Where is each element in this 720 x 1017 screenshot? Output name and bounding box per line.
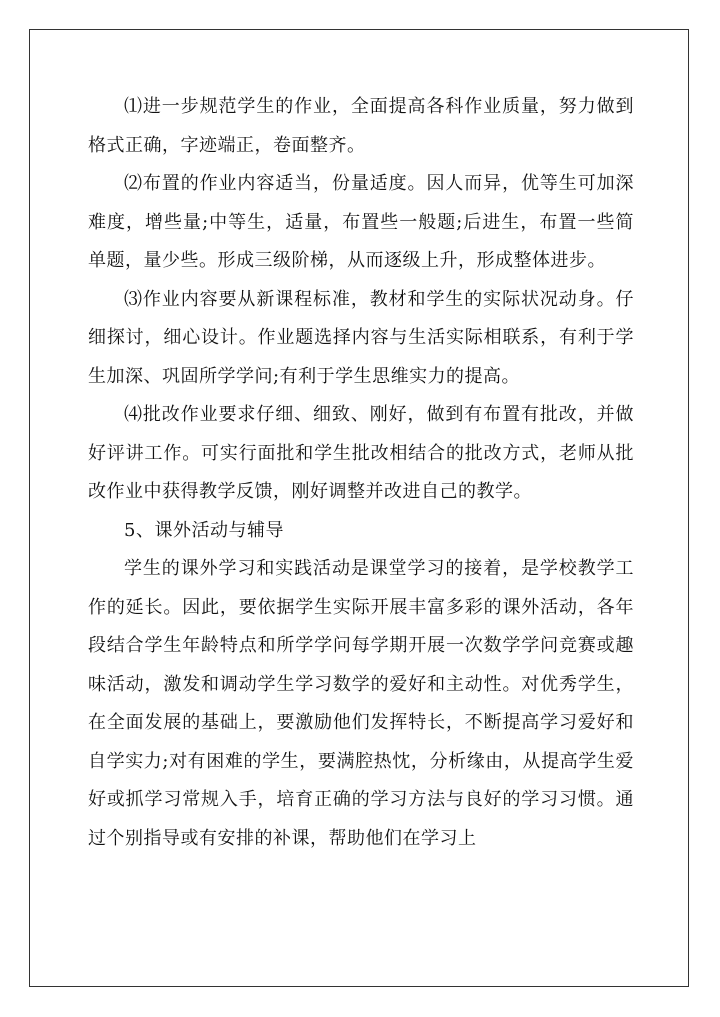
document-body	[88, 88, 634, 858]
paragraph-homework-amount: ⑵布置的作业内容适当，份量适度。因人而异，优等生可加深难度，增些量;中等生，适量，布置些一般题;后进生，布置一些简单题，量少些。形成三级阶梯，从而逐级上升，形成整体进步。	[88, 173, 634, 271]
paragraph-homework-content: ⑶作业内容要从新课程标准，教材和学生的实际状况动身。仔细探讨，细心设计。作业题选择内容与生活实际相联系，有利于学生加深、巩固所学学问;有利于学生思维实力的提高。	[88, 288, 634, 387]
paragraph-extracurricular: 学生的课外学习和实践活动是课堂学习的接着，是学校教学工作的延长。因此，要依据学生实际开展丰富多彩的课外活动，各年段结合学生年龄特点和所学学问每学期开展一次数学学问竞赛或趣味活动，激发和调动学生学习数学的爱好和主动性。对优秀学生，在全面发展的基础上，要激励他们发挥特长，不断提高学习爱好和自学实力;对有困难的学生，要满腔热忱，分析缘由，从提高学生爱好或抓学习常规入手，培育正确的学习方法与良好的学习习惯。通过个别指导或有安排的补课，帮助他们在学习上	[88, 558, 634, 849]
paragraph-homework-grading: ⑷批改作业要求仔细、细致、刚好，做到有布置有批改，并做好评讲工作。可实行面批和学生批改相结合的批改方式，老师从批改作业中获得教学反馈，刚好调整并改进自己的教学。	[88, 404, 634, 502]
section-heading: 5、课外活动与辅导	[124, 519, 284, 541]
paragraph-homework-standards: ⑴进一步规范学生的作业，全面提高各科作业质量，努力做到格式正确，字迹端正，卷面整齐。	[88, 96, 634, 156]
